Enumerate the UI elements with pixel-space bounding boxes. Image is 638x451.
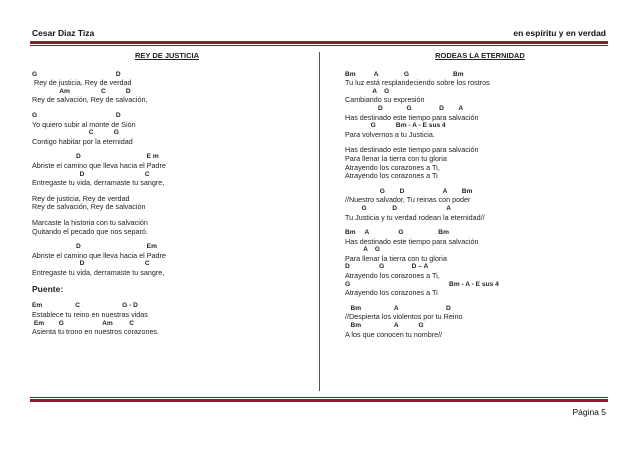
- lyric-line: Para llenar la tierra con tu gloria: [345, 153, 447, 163]
- stanza-gap: [345, 222, 615, 229]
- chord-line: D Em: [32, 243, 157, 251]
- chord-line: G D A: [345, 204, 452, 212]
- lyric-line: Tu Justicia y tu verdad rodean la eternidad//: [345, 212, 485, 222]
- lyric-line: Entregaste tu vida, derramaste tu sangre,: [32, 267, 165, 277]
- lyric-line: Rey de justicia, Rey de verdad: [32, 193, 130, 203]
- stanza-gap: [32, 146, 302, 153]
- chord-line: Am C D: [32, 87, 131, 95]
- lyric-line: Quitando el pecado que nos separó.: [32, 226, 148, 236]
- column-divider: [319, 52, 320, 391]
- chord-line: D G D – A: [345, 263, 429, 271]
- chord-line: G D: [32, 70, 121, 78]
- header-rule-thin: [30, 45, 608, 46]
- lyric-line: Yo quiero subir al monte de Sión: [32, 119, 136, 129]
- lyric-line: Rey de justicia, Rey de verdad: [32, 78, 132, 88]
- stanza-gap: [345, 298, 615, 305]
- lyric-line: Para llenar la tierra con tu gloria: [345, 253, 447, 263]
- lyric-line: Rey de salvación, Rey de salvación,: [32, 95, 148, 105]
- header-rule: [30, 41, 608, 44]
- lyric-line: Abriste el camino que lleva hacia el Padre: [32, 250, 166, 260]
- section-heading: Puente:: [32, 284, 64, 295]
- footer-rule: [30, 399, 608, 402]
- chord-line: G D: [32, 111, 121, 119]
- chord-line: D C: [32, 260, 150, 268]
- chord-line: D C: [32, 170, 150, 178]
- lyric-line: Atrayendo los corazones a Ti: [345, 171, 438, 181]
- lyric-line: Has destinado este tiempo para salvación: [345, 112, 479, 122]
- chord-line: Em C G - D: [32, 302, 138, 310]
- lyric-line: Tu luz está resplandeciendo sobre los rostros: [345, 78, 490, 88]
- lyric-line: Entregaste tu vida, derramaste tu sangre,: [32, 178, 165, 188]
- chord-line: Bm A G: [345, 322, 424, 330]
- lyric-line: A los que conocen tu nombre//: [345, 329, 443, 339]
- song-lyrics-right: [345, 71, 615, 340]
- stanza-gap: [32, 295, 302, 302]
- lyric-line: Has destinado este tiempo para salvación: [345, 236, 479, 246]
- lyric-line: //Nuestro salvador, Tu reinas con poder: [345, 195, 471, 205]
- lyric-line: Cambiando su expresión: [345, 95, 425, 105]
- chord-line: Bm A D: [345, 304, 451, 312]
- chord-line: D G D A: [345, 104, 464, 112]
- lyric-line: Atrayendo los corazones a Ti,: [345, 162, 440, 172]
- lyric-line: Abriste el camino que lleva hacia el Padre: [32, 160, 166, 170]
- song-lyrics-left: [32, 71, 302, 337]
- page-number: Página 5: [572, 407, 606, 417]
- chord-line: Bm A G Bm: [345, 70, 464, 78]
- document-author: Cesar Diaz Tiza: [32, 28, 95, 38]
- lyric-line: Asienta tu trono en nuestros corazones.: [32, 327, 160, 337]
- left-column: [32, 52, 302, 337]
- stanza-gap: [32, 105, 302, 112]
- song-title-right: RODEAS LA ETERNIDAD: [435, 51, 525, 60]
- chord-line: A G: [345, 87, 390, 95]
- chord-line: G Bm - A - E sus 4: [345, 280, 499, 288]
- chord-line: G Bm - A - E sus 4: [345, 122, 446, 130]
- lyric-line: Marcaste la historia con tu salvación: [32, 217, 148, 227]
- lyric-line: Atrayendo los corazones a Ti: [345, 288, 438, 298]
- chord-line: D E m: [32, 153, 159, 161]
- song-title-left: REY DE JUSTICIA: [134, 51, 200, 60]
- lyric-line: Para volvernos a tu Justicia.: [345, 129, 435, 139]
- lyric-line: Establece tu reino en nuestras vidas: [32, 310, 148, 320]
- lyric-line: Has destinado este tiempo para salvación: [345, 145, 479, 155]
- chord-line: Bm A G Bm: [345, 229, 449, 237]
- footer-rule-thin: [30, 397, 608, 398]
- lyric-line: Atrayendo los corazones a Ti,: [345, 271, 440, 281]
- stanza-gap: [32, 236, 302, 243]
- chord-line: G D A Bm: [345, 187, 473, 195]
- lyric-line: //Despierta los violentos por tu Reino: [345, 312, 463, 322]
- right-column: [345, 52, 615, 339]
- document-subtitle: en espíritu y en verdad: [513, 28, 606, 38]
- chord-line: C G: [32, 129, 119, 137]
- stanza-gap: [32, 277, 302, 284]
- lyric-line: Contigo habitar por la eternidad: [32, 136, 133, 146]
- stanza-gap: [345, 181, 615, 188]
- lyric-line: Rey de salvación, Rey de salvación: [32, 202, 146, 212]
- chord-line: Em G Am C: [32, 319, 134, 327]
- chord-line: A G: [345, 246, 381, 254]
